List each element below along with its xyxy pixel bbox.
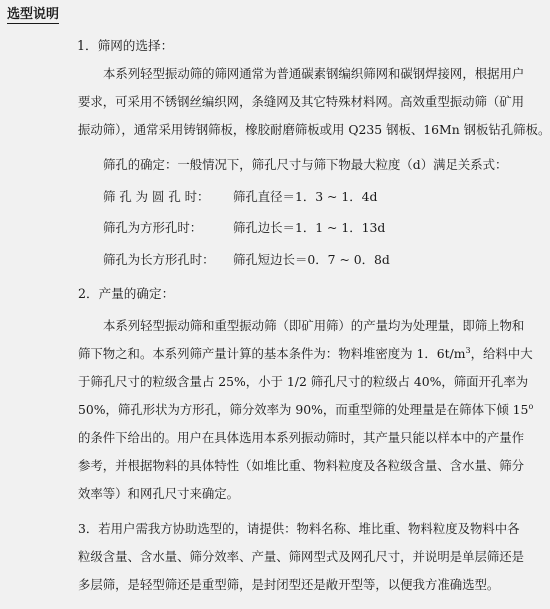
paragraph-line: 粒级含量、含水量、筛分效率、产量、筛网型式及网孔尺寸，并说明是单层筛还是 (78, 549, 525, 564)
paragraph-line: 参考，并根据物料的具体特性（如堆比重、物料粒度及各粒级含量、含水量、筛分 (78, 458, 525, 473)
paragraph-line: 本系列轻型振动筛和重型振动筛（即矿用筛）的产量均为处理量，即筛上物和 (103, 318, 525, 333)
formula-label: 筛孔为长方形孔时： (103, 252, 215, 267)
page-title: 选型说明 (7, 3, 59, 24)
paragraph-line: 的条件下给出的。用户在具体选用本系列振动筛时，其产量只能以样本中的产量作 (78, 430, 525, 445)
section-3-heading: 3．若用户需我方协助选型的，请提供：物料名称、堆比重、物料粒度及物料中各 (78, 521, 520, 536)
formula-value: 筛孔直径＝1．3 ~ 1．4d (233, 189, 378, 204)
paragraph-line: 于筛孔尺寸的粒级含量占 25%，小于 1/2 筛孔尺寸的粒级占 40%，筛面开孔率为 (78, 374, 529, 389)
formula-label: 筛 孔 为 圆 孔 时： (103, 189, 210, 204)
paragraph-line: 筛孔的确定：一般情况下，筛孔尺寸与筛下物最大粒度（d）满足关系式： (103, 157, 508, 172)
paragraph-line: 筛下物之和。本系列筛产量计算的基本条件为：物料堆密度为 1．$6t/m^3$，给料中大 (78, 345, 533, 361)
paragraph-line: 多层筛，是轻型筛还是重型筛，是封闭型还是敞开型等，以便我方准确选型。 (78, 577, 500, 592)
section-2-heading: 2．产量的确定： (78, 286, 175, 301)
paragraph-line: 本系列轻型振动筛的筛网通常为普通碳素钢编织筛网和碳钢焊接网，根据用户 (103, 66, 525, 81)
paragraph-line: 效率等）和网孔尺寸来确定。 (78, 486, 240, 501)
section-1-heading: 1．筛网的选择： (77, 38, 174, 53)
formula-label: 筛孔为方形孔时： (103, 220, 203, 235)
formula-value: 筛孔短边长＝0．7 ~ 0．8d (233, 252, 390, 267)
paragraph-line: 50%，筛孔形状为方形孔，筛分效率为 90%，而重型筛的处理量是在筛体下倾 15$^o$ (78, 401, 534, 417)
paragraph-line: 振动筛），通常采用铸钢筛板，橡胶耐磨筛板或用 Q235 钢板、16Mn 钢板钻孔筛板。 (78, 122, 550, 137)
paragraph-line: 要求，可采用不锈钢丝编织网，条缝网及其它特殊材料网。高效重型振动筛（矿用 (78, 94, 525, 109)
formula-value: 筛孔边长＝1．1 ~ 1．13d (233, 220, 386, 235)
